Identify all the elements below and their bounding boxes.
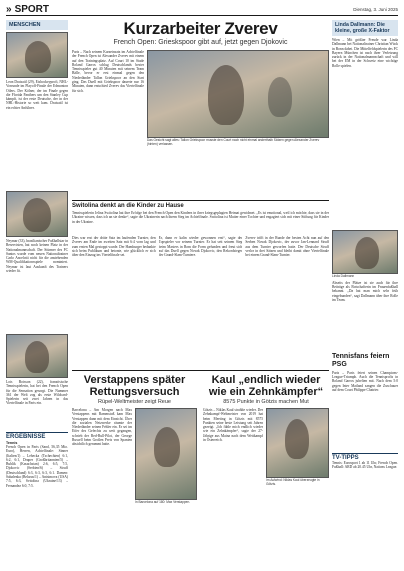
ergebnisse-sub: Tennis (6, 441, 18, 445)
page-date: Dienstag, 3. Juni 2025 (353, 6, 398, 12)
ergebnisse-text: French Open in Paris (Sand, 56,35 Mio. Euro), Herren, Achtelfinale: Sinner (Italien/1) – Lehecka (Tschechien) 6:1, 6:2, 6:1, Draper (Großbritannien/5) – Bublik (Kasachstan) 2:6, 6:5, 7:5, Djokovic (Serbien/6) – Struff (Deutschland) 6:3, 6:3, 6:3, 6:1. Damen: Sabalenka (Belarus/1) – Anisimova (USA) 7:5, 6:3, Svitolina (Ukraine/13) – Fernandez 6:0, 7:5. (6, 445, 68, 488)
kaul-photo (266, 408, 329, 478)
boisson-photo (6, 334, 68, 378)
dallmann-text-2: Abseits der Plätze ist sie auch für ihre Beiträge als Botschafterin im Frauenfußball bekannt. „Da hat man mich sehr früh eingebunden“, sagt Dallmann über ihre Rolle im Team. (332, 280, 398, 302)
section-title: » SPORT (6, 3, 50, 15)
dallmann-text: Wien – Mit größter Freude war Linda Dallmann bei Nationaltrainer Christian Wück in Bonn dabei. Die Mittelfeldspielerin des FC Bayern München ist nach ihrer Verletzung zurück in der Nationalmannschaft und will bei der EM in der Schweiz eine wichtige Rolle spielen. (332, 38, 398, 68)
main-headline: Kurzarbeiter Zverev (123, 20, 278, 38)
main-body-2: Er, dann er kaltn wieder gewonnen erst“, sagte der Topspieler vor seinem Turnier. Er hat seit seinem Sieg beim Masters in Rom die Form gefunden und freut sich auf das Duell gegen Novak Djokovic, den Rekordsieger der Grand-Slam-Turniere. (158, 236, 243, 258)
dallmann-headline: Linda Dallmann: Die kleine, große X-Faktor (332, 20, 398, 36)
kaul-article (203, 374, 329, 568)
verstappen-subhead: Rüpel-Weltmeister zeigt Reue (98, 399, 171, 405)
menschen-text-2: Neymar (33), brasilianischer Fußballstar in Reservisten, hat noch keinen Platz in der Nationalmannschaft. Der Stürmer des FC Santos wurde vom neuen Nationaltrainer Carlo Ancelotti nicht für die anstehenden WM-Qualifikationsspiele nominiert. Neymar ist laut Auskunft des Trainers wieder fit. (6, 239, 68, 274)
tennisfans-text: Paris – Paris feiert seinen Champions-League-Triumph. Auch die Tennisprofis in Roland Garros jubelten mit. Nach dem 5:0 gegen Inter Mailand sangen die Zuschauer auf dem Court Philippe Chatrier. (332, 370, 398, 392)
left-column (6, 20, 68, 568)
main-photo-block (147, 50, 329, 198)
kaul-subhead: 8575 Punkte in Götzis machen Mut (223, 399, 309, 405)
kaul-caption: Im Aufwind: Niklas Kaul überzeugte in Götzis. (266, 478, 320, 486)
verstappen-photo (135, 408, 197, 500)
verstappen-headline: Verstappens später Rettungsversuch (83, 374, 186, 398)
right-column (332, 20, 398, 568)
main-lead-column (72, 50, 144, 198)
svitolina-text: Tennisspielerin Jelina Switolina hat ihre Erfolge bei den French Open den Kindern in ihrer kriegsgeplagten Heimat gewidmet. „Es ist emotional, weil ich möchte, dass sie in der Ukraine wissen, dass ich an sie denke“, sagte die Ukrainerin nach ihrem Sieg im Achtelfinale. Switolina ist Mutter einer Tochter und engagiert sich mit einer Stiftung für Kinder in der Ukraine. (72, 211, 329, 224)
main-body-1: Dies war erst der dritte Satz im laufenden Turnier, den Zverev am Ende im zweiten Satz mit 6:4 vorn lag und zum ersten Mal gestoppt wurde. Der Hamburger bedankte sich beim Publikum und betonte, wie glücklich er sich über den Einzug ins Viertelfinale sei. (72, 236, 156, 258)
verstappen-article (72, 374, 197, 568)
kaul-headline: Kaul „endlich wieder wie ein Zehnkämpfer“ (208, 374, 324, 398)
tv-tipps-title: TV-TIPPS (332, 453, 398, 461)
main-subhead: French Open: Grieskspoor gibt auf, jetzt gegen Djokovic (113, 39, 288, 46)
tv-tipps-text: Tennis: Eurosport 1 ab 11 Uhr, French Open. Fußball: ARD ab 20.45 Uhr, Nations League. (332, 460, 398, 470)
kaul-text: Götzis – Niklas Kaul strahlte wieder. Der Zehnkampf-Weltmeister von 2019 hat beim Meeting in Götzis mit 8575 Punkten seine beste Leistung seit Jahren gezeigt. „Ich fühle mich endlich wieder wie ein Zehnkämpfer“, sagte der 27-Jährige aus Mainz nach dem Wettkampf in Österreich. (203, 408, 263, 443)
main-content (72, 20, 329, 568)
page-header (6, 3, 398, 16)
zverev-photo (147, 50, 329, 138)
dallmann-photo (332, 230, 398, 274)
verstappen-caption: In Barcelona auf 180: Max Verstappen. (135, 500, 191, 504)
zverev-photo-caption: Das Gesicht sagt alles: Tallon Griekspoor musste den Court nach nicht einmal anderthalb Sätzen gegen Alexander Zverev (hinten) verlassen. (147, 138, 320, 146)
main-article (72, 50, 329, 198)
main-lead: Paris – Nach seinem Kurzeinsatz im Achtelfinale der French Open ist Alexander Zverev mit einem auf den Trainingsplatz. Auf Court 10 im Stade Roland Garros schlug Deutschlands bester Tennisspieler gut 40 Minuten mit seinem Team Bälle, bevor er erst einmal gegen den Niederländer Tallon Griekspoor an den Start ging. Das Duell mit Griekspoor dauerte nur 16 Minuten, dann entschied Zverev das Viertelfinale für sich. (72, 50, 144, 93)
menschen-title: MENSCHEN (6, 20, 68, 30)
neymar-photo (6, 191, 68, 237)
ergebnisse-title: ERGEBNISSE (6, 432, 68, 440)
tennisfans-headline: Tennisfans feiern PSG (332, 352, 390, 368)
menschen-text-3: Lois Boisson (22), französische Tennisspielerin, hat bei den French Open für die Sensation gesorgt. Die Nummer 361 der Welt zog als erste Wildcard-Spielerin seit zwei Jahren in das Viertelfinale in Paris ein. (6, 380, 68, 406)
main-body-columns (72, 236, 329, 366)
draisaitl-photo (6, 32, 68, 78)
menschen-text-1: Leon Draisaitl (29), Eishockeyprofi, NHL-Vorrunde im Playoff-Finale der Edmonton Oilers. Der Kölner, der im Finale gegen die Florida Panthers um den Stanley Cup kämpft, ist der erste Deutsche, der in der NHL-Historie so weit kam. Draisaitl ist ein echter Anführer. (6, 80, 68, 110)
svitolina-headline: Switolina denkt an die Kinder zu Hause (72, 203, 184, 209)
dallmann-caption: Linda Dallmann (332, 274, 355, 278)
main-body-3: Zverev trifft in der Runde der besten Acht nun auf den Serben Novak Djokovic, der zuvor Jan-Lennard Struff aus dem Turnier geworfen hatte. Der Deutsche Struff verlor in drei Sätzen und bleibt damit ohne Viertelfinale bei einem Grand-Slam-Turnier. (245, 236, 329, 258)
verstappen-text: Barcelona – Am Morgen nach Max Verstappens mit Rammstoß kam Max Verstappen dann mit dem Einsicht. Über die sozialen Netzwerke räumte der Niederländer seinen Fehler ein. Er sei im Eifer des Gefechts zu weit gegangen, schrieb der Red-Bull-Pilot, der George Russell beim Großen Preis von Spanien absichtlich gerammt hatte. (72, 408, 132, 447)
lower-articles (72, 374, 329, 568)
section-arrow-icon: » (6, 3, 12, 15)
